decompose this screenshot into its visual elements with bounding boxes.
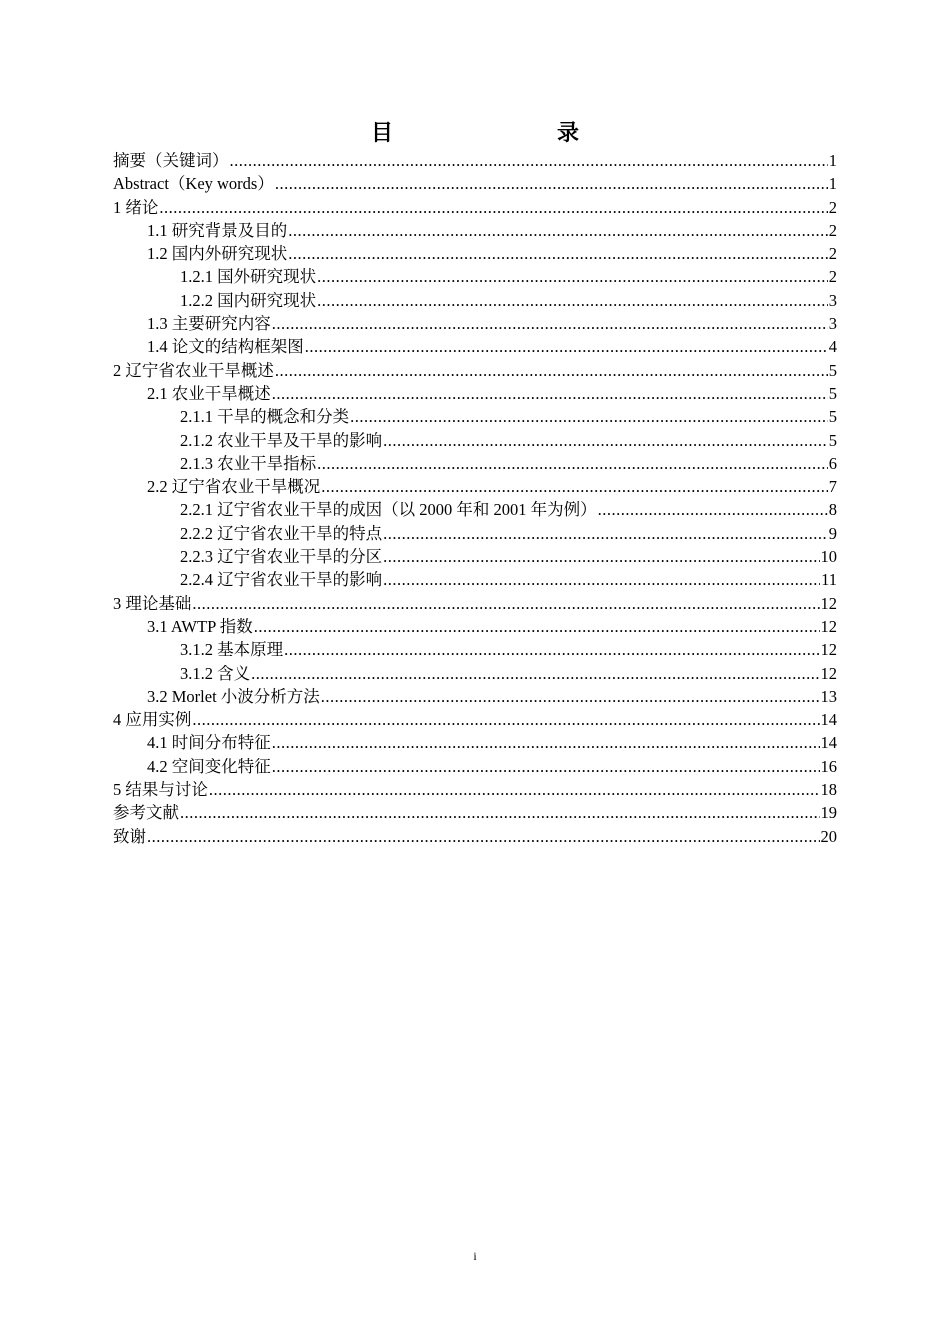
- toc-entry[interactable]: [113, 592, 837, 615]
- toc-entry[interactable]: [113, 498, 837, 521]
- toc-entry[interactable]: [113, 778, 837, 801]
- toc-entry-title: Abstract（Key words）: [113, 174, 274, 194]
- toc-entry[interactable]: [113, 638, 837, 661]
- toc-entry-title: 3.1.2 含义: [180, 663, 251, 683]
- toc-entry[interactable]: [113, 312, 837, 335]
- toc-entry-page: 18: [820, 780, 837, 800]
- toc-entry-title: 1 绪论: [113, 197, 159, 217]
- dot-leader: [209, 778, 820, 801]
- toc-entry-page: 12: [820, 640, 837, 660]
- toc-entry-title: 参考文献: [113, 803, 179, 823]
- toc-entry-title: 1.2.1 国外研究现状: [180, 267, 317, 287]
- dot-leader: [159, 196, 827, 219]
- dot-leader: [321, 475, 828, 498]
- toc-entry[interactable]: [113, 196, 837, 219]
- page-number: i: [473, 1249, 477, 1263]
- toc-entry-page: 14: [820, 733, 837, 753]
- toc-entry-title: 2.2.2 辽宁省农业干旱的特点: [180, 523, 383, 543]
- toc-entry-page: 1: [828, 174, 837, 194]
- toc-entry[interactable]: [113, 359, 837, 382]
- toc-entry-title: 3.1.2 基本原理: [180, 640, 284, 660]
- toc-entry-page: 9: [828, 523, 837, 543]
- toc-entry[interactable]: [113, 662, 837, 685]
- toc-entry[interactable]: [113, 289, 837, 312]
- toc-entry[interactable]: [113, 708, 837, 731]
- dot-leader: [288, 219, 828, 242]
- toc-entry-title: 1.2 国内外研究现状: [147, 244, 288, 264]
- toc-entry-title: 1.1 研究背景及目的: [147, 220, 288, 240]
- toc-entry-title: 2.2.1 辽宁省农业干旱的成因（以 2000 年和 2001 年为例）: [180, 500, 597, 520]
- toc-entry-title: 3.2 Morlet 小波分析方法: [147, 686, 320, 706]
- toc-entry-page: 6: [828, 453, 837, 473]
- toc-entry-page: 10: [820, 547, 837, 567]
- toc-entry-page: 2: [828, 197, 837, 217]
- dot-leader: [192, 592, 819, 615]
- dot-leader: [383, 545, 819, 568]
- table-of-contents: [113, 149, 837, 848]
- toc-entry-page: 19: [820, 803, 837, 823]
- toc-entry[interactable]: [113, 219, 837, 242]
- toc-entry[interactable]: [113, 382, 837, 405]
- toc-entry-title: 2.1.2 农业干旱及干旱的影响: [180, 430, 383, 450]
- dot-leader: [275, 172, 828, 195]
- dot-leader: [317, 265, 828, 288]
- dot-leader: [272, 312, 828, 335]
- toc-entry-page: 11: [821, 570, 837, 590]
- toc-entry-title: 2.1.1 干旱的概念和分类: [180, 407, 350, 427]
- toc-entry-title: 致谢: [113, 826, 146, 846]
- dot-leader: [305, 335, 828, 358]
- toc-entry-page: 5: [828, 383, 837, 403]
- dot-leader: [272, 731, 820, 754]
- toc-entry-page: 1: [828, 151, 837, 170]
- toc-title: 目 录: [370, 121, 619, 146]
- toc-entry-title: 4.1 时间分布特征: [147, 733, 271, 753]
- dot-leader: [317, 289, 828, 312]
- toc-entry-page: 2: [828, 220, 837, 240]
- toc-entry-page: 7: [828, 477, 837, 497]
- toc-entry[interactable]: [113, 265, 837, 288]
- toc-entry[interactable]: [113, 801, 837, 824]
- toc-entry-title: 3 理论基础: [113, 593, 192, 613]
- dot-leader: [275, 359, 828, 382]
- dot-leader: [230, 149, 828, 172]
- toc-entry-title: 1.3 主要研究内容: [147, 314, 271, 334]
- dot-leader: [598, 498, 828, 521]
- toc-entry-title: 4 应用实例: [113, 710, 192, 730]
- toc-entry-page: 3: [828, 314, 837, 334]
- dot-leader: [284, 638, 819, 661]
- toc-entry-page: 13: [820, 686, 837, 706]
- toc-entry[interactable]: [113, 545, 837, 568]
- dot-leader: [192, 708, 819, 731]
- dot-leader: [147, 825, 820, 848]
- toc-entry[interactable]: [113, 522, 837, 545]
- toc-entry[interactable]: [113, 172, 837, 195]
- toc-entry[interactable]: [113, 452, 837, 475]
- toc-entry-page: 3: [828, 290, 837, 310]
- toc-entry[interactable]: [113, 335, 837, 358]
- toc-entry-title: 5 结果与讨论: [113, 780, 208, 800]
- toc-entry-title: 1.2.2 国内研究现状: [180, 290, 317, 310]
- toc-entry[interactable]: [113, 429, 837, 452]
- toc-entry-title: 2 辽宁省农业干旱概述: [113, 360, 274, 380]
- dot-leader: [251, 662, 819, 685]
- dot-leader: [272, 382, 828, 405]
- toc-entry[interactable]: [113, 825, 837, 848]
- toc-entry-page: 4: [828, 337, 837, 357]
- toc-entry-page: 2: [828, 244, 837, 264]
- toc-entry-page: 16: [820, 756, 837, 776]
- dot-leader: [350, 405, 828, 428]
- toc-entry-title: 2.2.4 辽宁省农业干旱的影响: [180, 570, 383, 590]
- toc-entry[interactable]: [113, 568, 837, 591]
- toc-entry-page: 12: [820, 593, 837, 613]
- dot-leader: [383, 568, 820, 591]
- toc-entry[interactable]: [113, 685, 837, 708]
- toc-entry-title: 4.2 空间变化特征: [147, 756, 271, 776]
- toc-entry-title: 2.1.3 农业干旱指标: [180, 453, 317, 473]
- toc-entry[interactable]: [113, 615, 837, 638]
- toc-entry[interactable]: [113, 149, 837, 172]
- dot-leader: [383, 522, 828, 545]
- toc-entry-title: 摘要（关键词）: [113, 151, 229, 170]
- toc-entry[interactable]: [113, 475, 837, 498]
- dot-leader: [180, 801, 820, 824]
- toc-entry-page: 14: [820, 710, 837, 730]
- toc-entry-page: 5: [828, 407, 837, 427]
- toc-entry-title: 3.1 AWTP 指数: [147, 616, 253, 636]
- toc-entry-page: 12: [820, 663, 837, 683]
- toc-entry[interactable]: [113, 755, 837, 778]
- toc-entry-page: 5: [828, 360, 837, 380]
- toc-entry-title: 2.2 辽宁省农业干旱概况: [147, 477, 321, 497]
- toc-entry-page: 2: [828, 267, 837, 287]
- toc-entry-page: 8: [828, 500, 837, 520]
- toc-entry[interactable]: [113, 405, 837, 428]
- toc-entry-title: 2.1 农业干旱概述: [147, 383, 271, 403]
- toc-entry-page: 12: [820, 616, 837, 636]
- toc-entry-page: 5: [828, 430, 837, 450]
- dot-leader: [317, 452, 828, 475]
- dot-leader: [254, 615, 820, 638]
- dot-leader: [288, 242, 828, 265]
- dot-leader: [321, 685, 820, 708]
- toc-entry-title: 1.4 论文的结构框架图: [147, 337, 304, 357]
- toc-entry-title: 2.2.3 辽宁省农业干旱的分区: [180, 547, 383, 567]
- dot-leader: [383, 429, 828, 452]
- toc-entry[interactable]: [113, 242, 837, 265]
- toc-entry-page: 20: [820, 826, 837, 846]
- dot-leader: [272, 755, 820, 778]
- toc-entry[interactable]: [113, 731, 837, 754]
